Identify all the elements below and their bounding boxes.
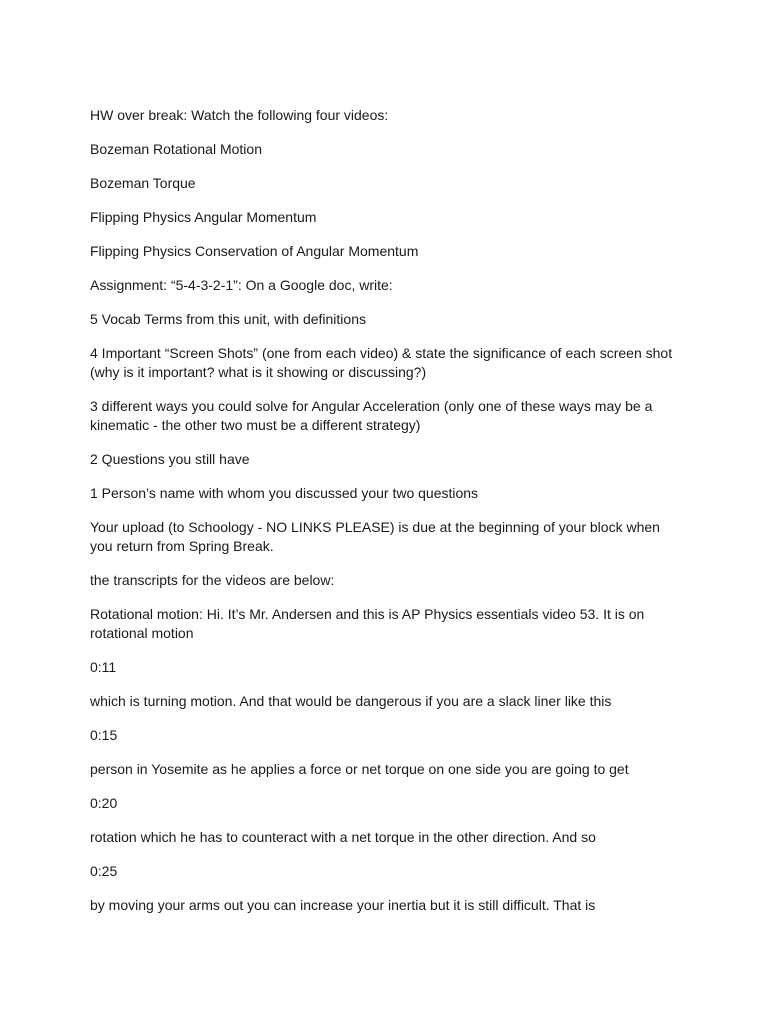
video-title-flipping-physics-conservation: Flipping Physics Conservation of Angular Momentum xyxy=(90,243,419,259)
assignment-item-4: 4 Important “Screen Shots” (one from each video) & state the significance of each screen shot (why is it important? what is it showing or discussing?) xyxy=(90,345,673,380)
assignment-item-3: 3 different ways you could solve for Angular Acceleration (only one of these ways may be a kinematic - the other two must be a different strategy) xyxy=(90,398,653,433)
assignment-heading: Assignment: “5-4-3-2-1”: On a Google doc, write: xyxy=(90,277,393,293)
assignment-item-2: 2 Questions you still have xyxy=(90,451,250,467)
transcripts-intro: the transcripts for the videos are below: xyxy=(90,572,335,588)
transcript-timestamp: 0:15 xyxy=(90,727,118,743)
transcript-line: person in Yosemite as he applies a force or net torque on one side you are going to get xyxy=(90,761,629,777)
homework-intro: HW over break: Watch the following four videos: xyxy=(90,107,389,123)
assignment-item-1: 1 Person’s name with whom you discussed your two questions xyxy=(90,485,479,501)
transcript-timestamp: 0:25 xyxy=(90,863,118,879)
transcript-line: Rotational motion: Hi. It’s Mr. Andersen and this is AP Physics essentials video 53. It is on rotational motion xyxy=(90,606,645,641)
document-page xyxy=(90,106,680,930)
transcript-line: which is turning motion. And that would be dangerous if you are a slack liner like this xyxy=(90,693,612,709)
video-title-flipping-physics-angular-momentum: Flipping Physics Angular Momentum xyxy=(90,209,317,225)
video-title-bozeman-rotational-motion: Bozeman Rotational Motion xyxy=(90,141,262,157)
transcript-line: by moving your arms out you can increase your inertia but it is still difficult. That is xyxy=(90,897,596,913)
upload-instructions: Your upload (to Schoology - NO LINKS PLEASE) is due at the beginning of your block when you return from Spring Break. xyxy=(90,519,660,554)
transcript-timestamp: 0:20 xyxy=(90,795,118,811)
transcript-line: rotation which he has to counteract with a net torque in the other direction. And so xyxy=(90,829,596,845)
assignment-item-5: 5 Vocab Terms from this unit, with definitions xyxy=(90,311,366,327)
transcript-timestamp: 0:11 xyxy=(90,659,117,675)
video-title-bozeman-torque: Bozeman Torque xyxy=(90,175,196,191)
